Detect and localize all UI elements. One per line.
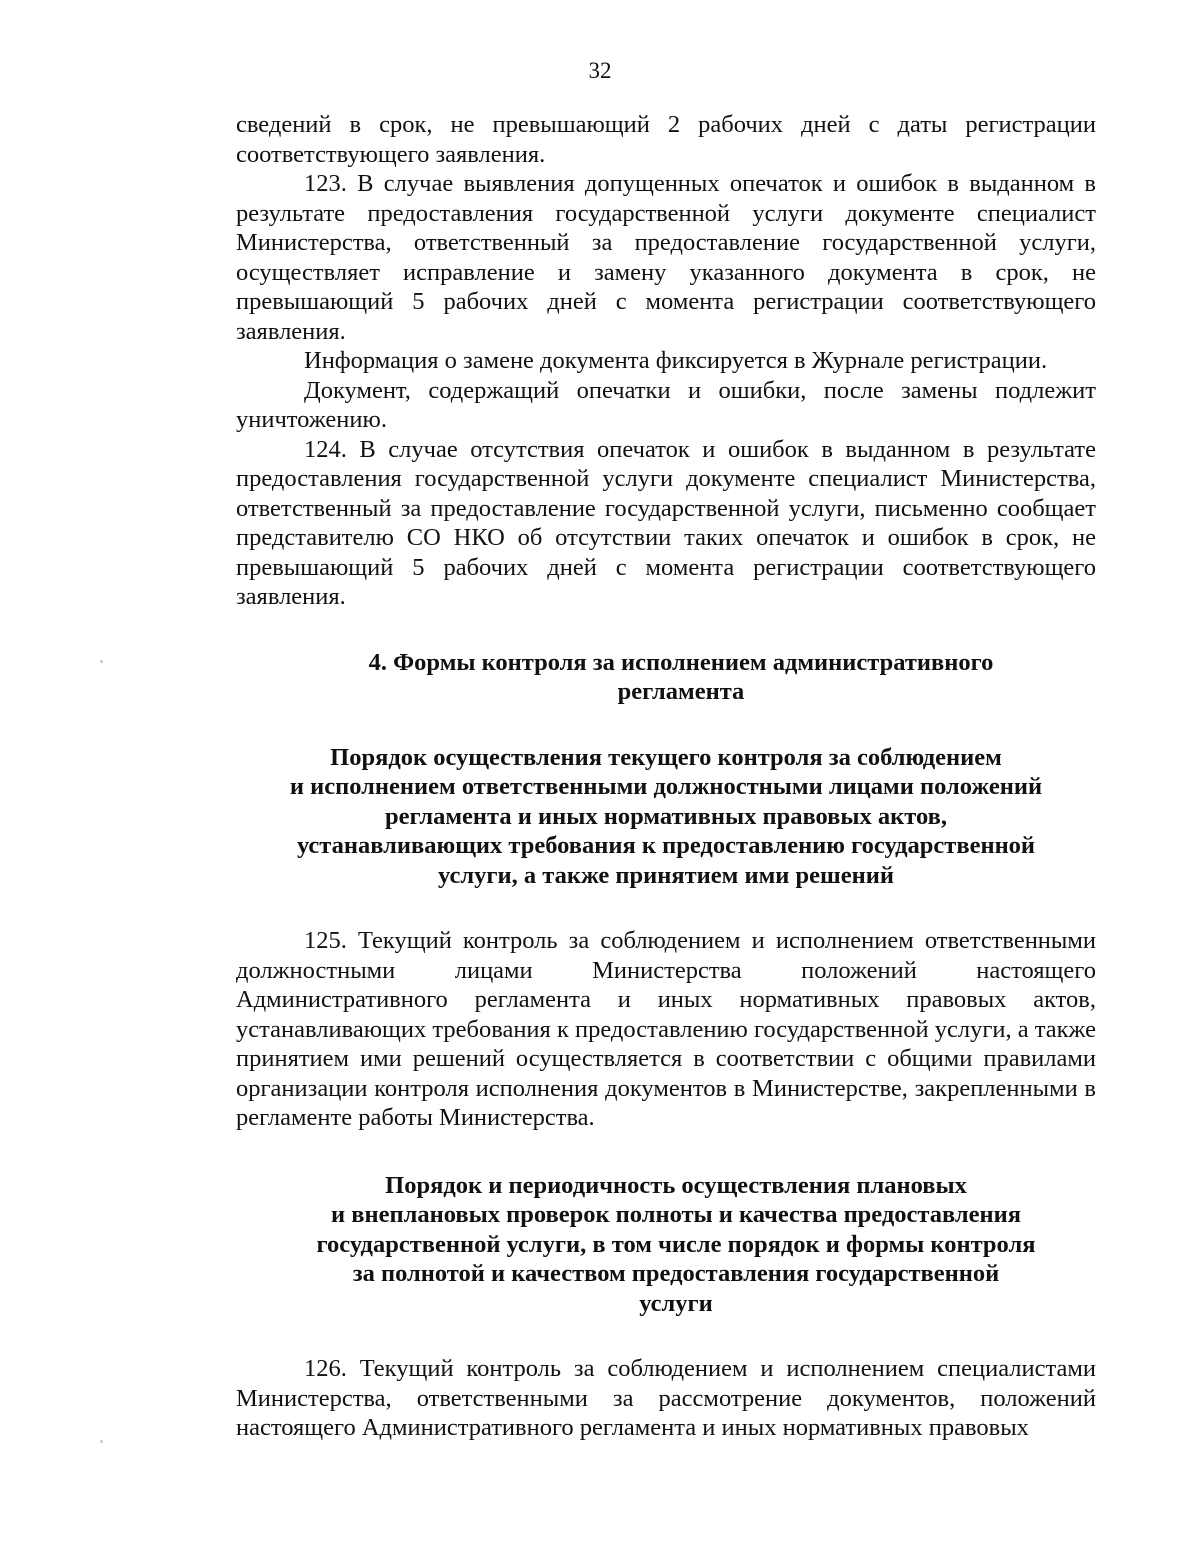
inspections-heading-line: Порядок и периодичность осуществления плановых (385, 1171, 967, 1199)
section-4-heading-line: 4. Формы контроля за исполнением административного (368, 648, 994, 676)
paragraph-123-destroy: Документ, содержащий опечатки и ошибки, после замены подлежит уничтожению. (236, 376, 1096, 433)
current-control-heading-line: устанавливающих требования к предоставлению государственной (296, 832, 1036, 859)
current-control-heading-line: регламента и иных нормативных правовых актов, (384, 802, 947, 830)
current-control-heading-line: и исполнением ответственными должностными лицами положений (289, 773, 1043, 800)
inspections-heading-line: услуги (639, 1289, 713, 1317)
inspections-heading-line: государственной услуги, в том числе порядок и формы контроля (316, 1230, 1036, 1258)
current-control-heading (236, 743, 1096, 891)
scan-speck (100, 1440, 103, 1443)
paragraph-123: 123. В случае выявления допущенных опечаток и ошибок в выданном в результате предоставления государственной услуги документе специалист Министерства, ответственный за предоставление государственной услуги, осуществляет исправление и замену указанного документа в срок, не превышающий 5 рабочих дней с момента регистрации соответствующего заявления. (236, 170, 1096, 345)
inspections-heading-line: и внеплановых проверок полноты и качества предоставления (331, 1201, 1021, 1228)
paragraph-123-journal: Информация о замене документа фиксируется в Журнале регистрации. (304, 347, 1048, 374)
scan-speck (100, 660, 103, 663)
paragraph-continuation: сведений в срок, не превышающий 2 рабочих дней с даты регистрации соответствующего заявления. (236, 111, 1096, 168)
inspections-heading-line: за полнотой и качеством предоставления государственной (352, 1260, 1000, 1287)
current-control-heading-line: Порядок осуществления текущего контроля за соблюдением (330, 743, 1002, 771)
page-number: 32 (588, 58, 612, 83)
document-body (236, 110, 1096, 1443)
inspections-heading (236, 1171, 1096, 1319)
section-4-heading (236, 648, 1096, 707)
section-4-heading-line: регламента (617, 678, 745, 705)
paragraph-125: 125. Текущий контроль за соблюдением и исполнением ответственными должностными лицами Министерства положений настоящего Административного регламента и иных нормативных правовых актов, устанавливающих требования к предоставлению государственной услуги, а также принятием ими решений осуществляется в соответствии с общими правилами организации контроля исполнения документов в Министерстве, закрепленными в регламенте работы Министерства. (236, 927, 1096, 1131)
current-control-heading-line: услуги, а также принятием ими решений (438, 861, 894, 889)
paragraph-126: 126. Текущий контроль за соблюдением и исполнением специалистами Министерства, ответственными за рассмотрение документов, положений настоящего Административного регламента и иных нормативных правовых (236, 1355, 1096, 1441)
paragraph-124: 124. В случае отсутствия опечаток и ошибок в выданном в результате предоставления государственной услуги документе специалист Министерства, ответственный за предоставление государственной услуги, письменно сообщает представителю СО НКО об отсутствии таких опечаток и ошибок в срок, не превышающий 5 рабочих дней с момента регистрации соответствующего заявления. (236, 435, 1096, 610)
